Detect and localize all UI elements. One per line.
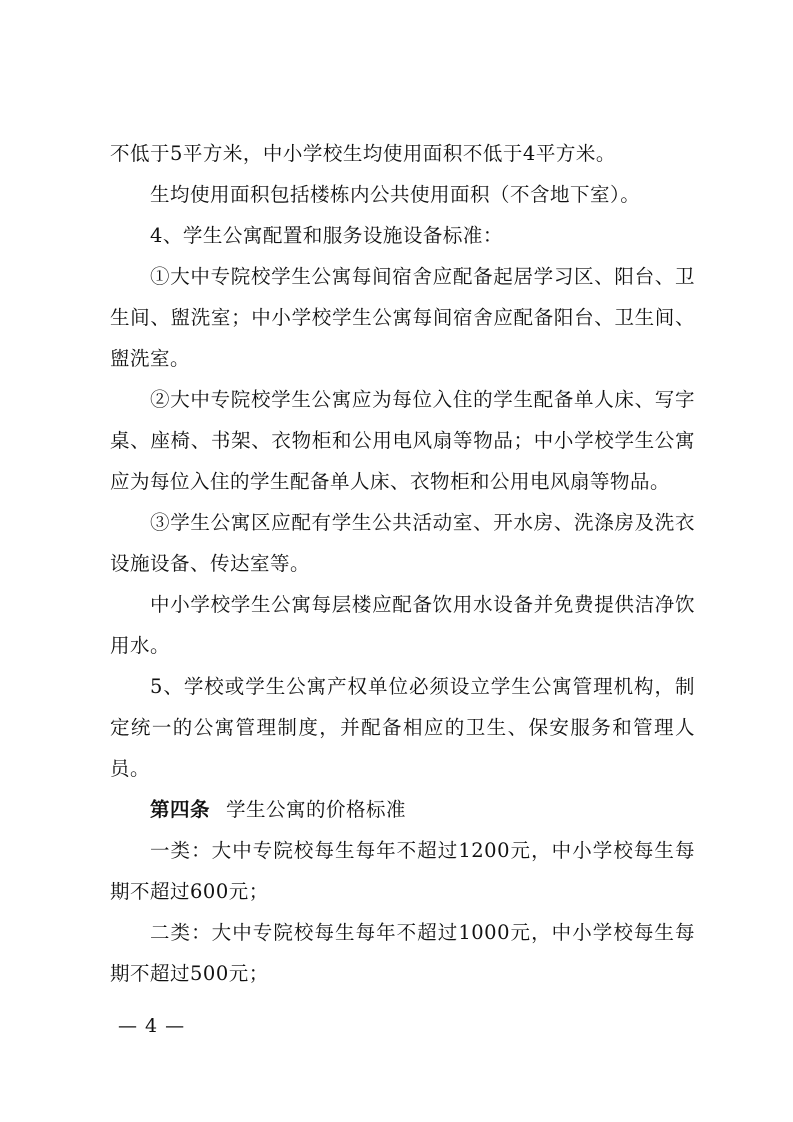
article-heading [110,789,695,830]
paragraph-area-definition: 生均使用面积包括楼栋内公共使用面积（不含地下室）。 [150,183,641,206]
paragraph-item-4-3: ③学生公寓区应配有学生公共活动室、开水房、洗涤房及洗衣设施设备、传达室等。 [110,511,695,575]
paragraph-item-4-1: ①大中专院校学生公寓每间宿舍应配备起居学习区、阳台、卫生间、盥洗室；中小学校学生公寓每间宿舍应配备阳台、卫生间、盥洗室。 [110,265,695,370]
paragraph-area-continuation: 不低于5平方米，中小学校生均使用面积不低于4平方米。 [110,142,616,165]
document-body [110,133,695,994]
paragraph-item-5: 5、学校或学生公寓产权单位必须设立学生公寓管理机构，制定统一的公寓管理制度，并配备相应的卫生、保安服务和管理人员。 [110,675,695,780]
paragraph-item-4-2: ②大中专院校学生公寓应为每位入住的学生配备单人床、写字桌、座椅、书架、衣物柜和公用电风扇等物品；中小学校学生公寓应为每位入住的学生配备单人床、衣物柜和公用电风扇等物品。 [110,388,695,493]
article-number: 第四条 [150,798,211,821]
paragraph-item-4-heading: 4、学生公寓配置和服务设施设备标准： [150,224,503,247]
article-title: 学生公寓的价格标准 [226,798,407,821]
paragraph-drinking-water: 中小学校学生公寓每层楼应配备饮用水设备并免费提供洁净饮用水。 [110,593,695,657]
paragraph-price-class-1: 一类：大中专院校每生每年不超过1200元，中小学校每生每期不超过600元； [110,839,695,903]
page-number: — 4 — [118,1015,186,1037]
paragraph-price-class-2: 二类：大中专院校每生每年不超过1000元，中小学校每生每期不超过500元； [110,921,695,985]
